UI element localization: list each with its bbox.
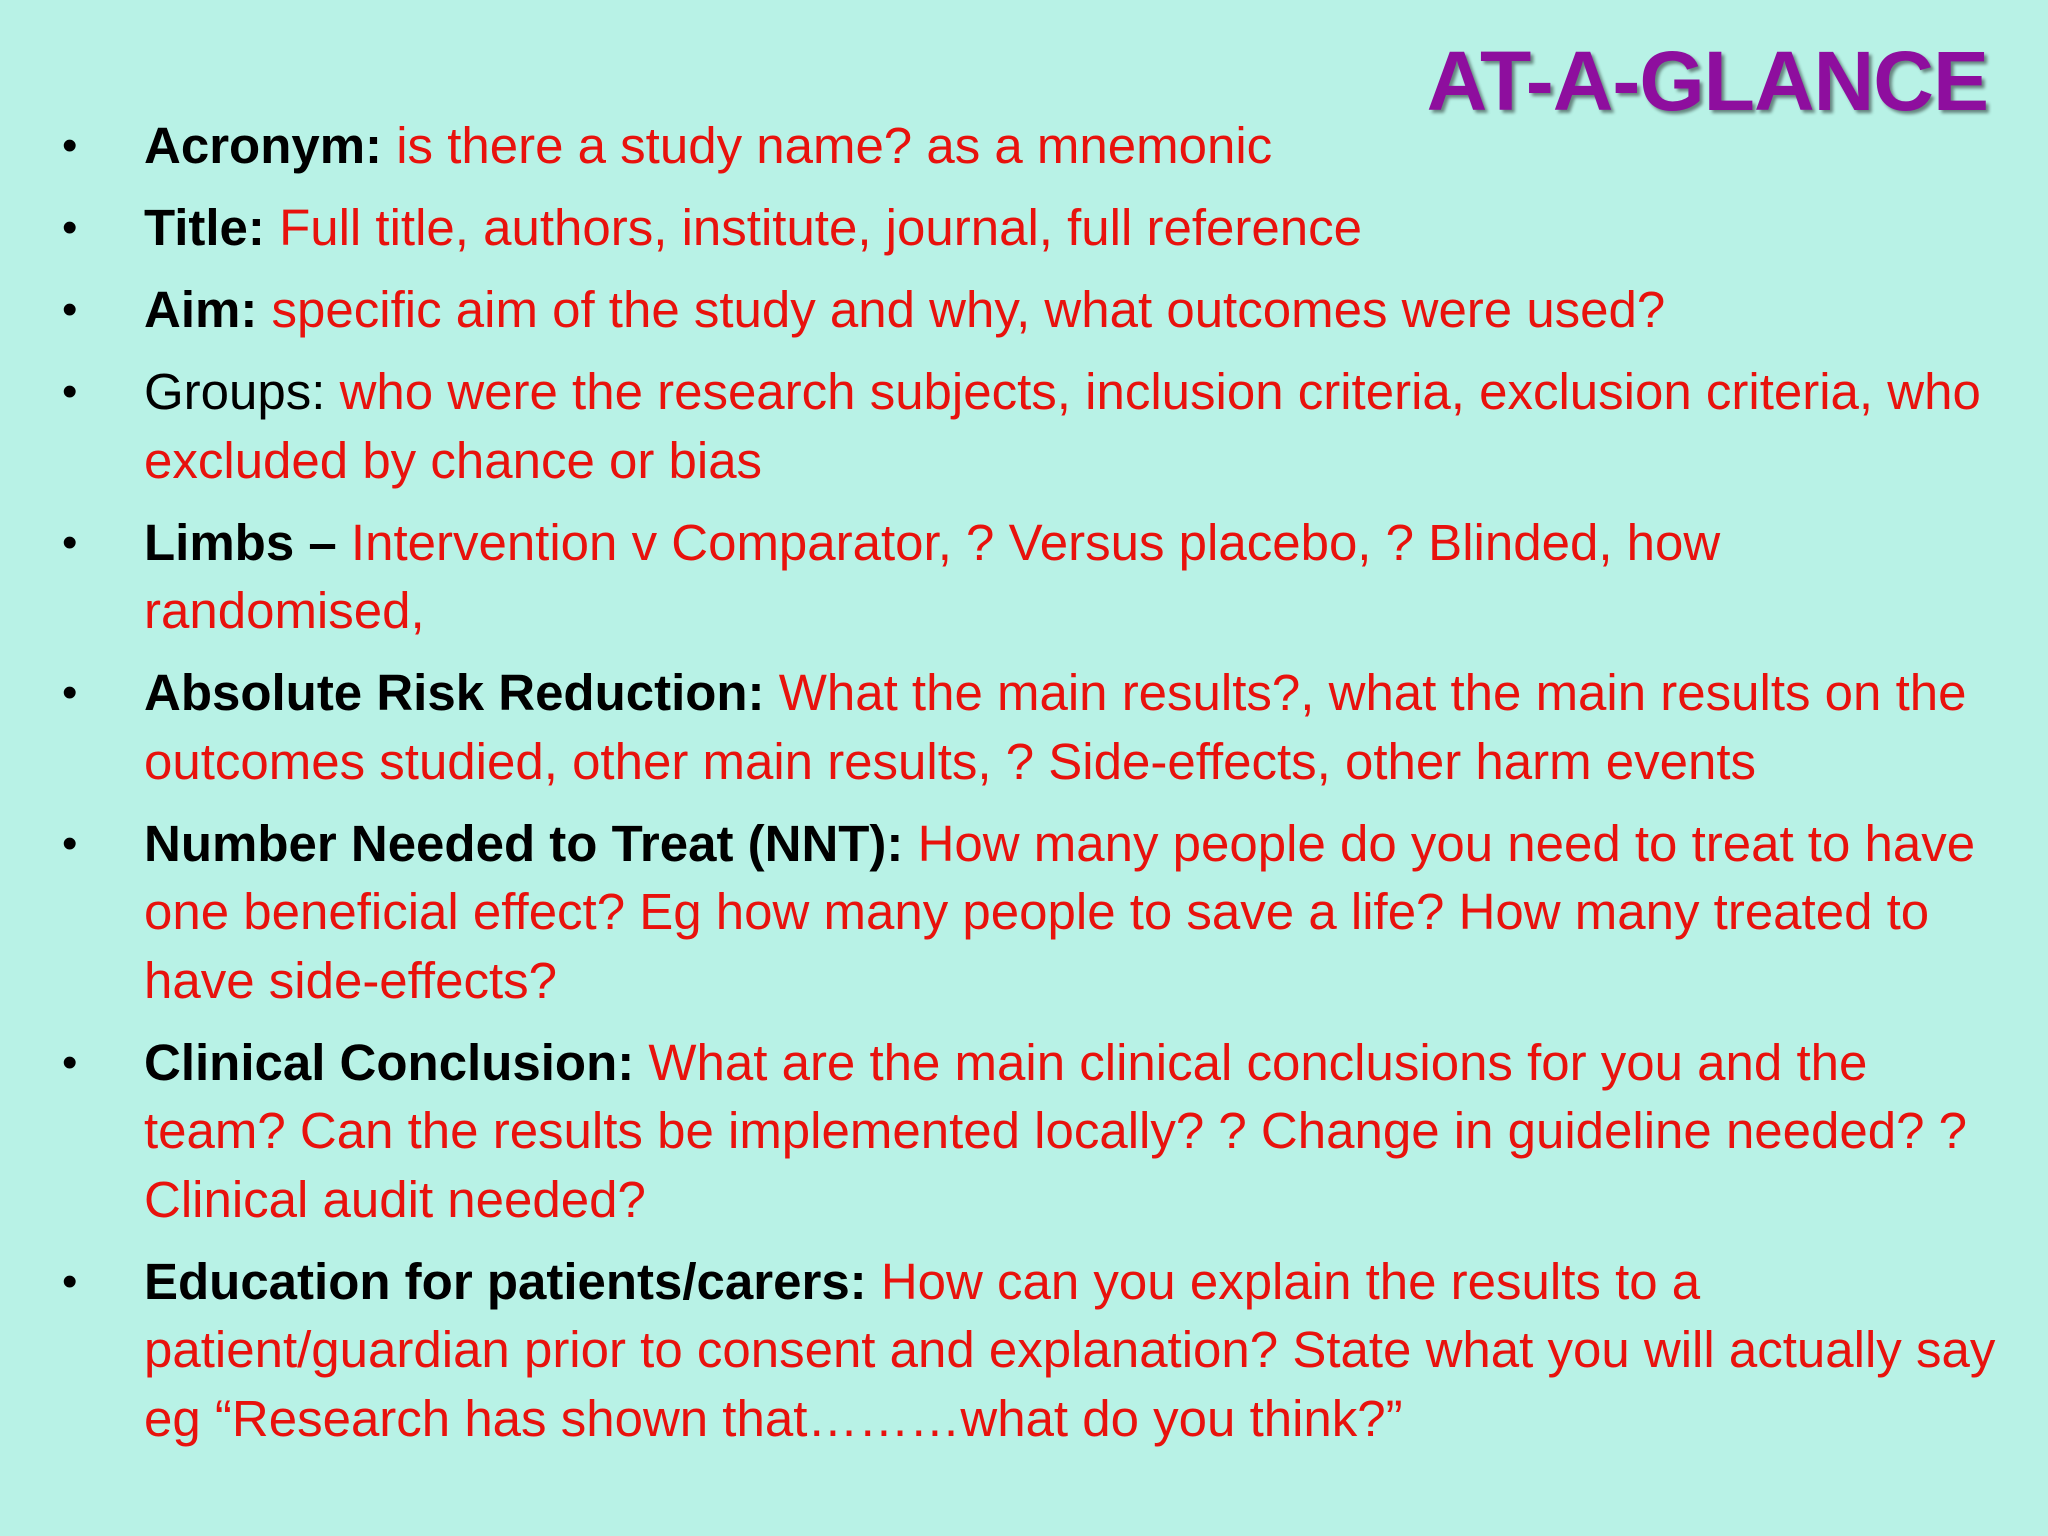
bullet-description: What the main results?, what the main results on the outcomes studied, other main results, ? Side-effects, other harm events (144, 664, 1967, 790)
bullet-label: Number Needed to Treat (NNT): (144, 814, 904, 872)
bullet-description: Intervention v Comparator, ? Versus placebo, ? Blinded, how randomised, (144, 513, 1721, 639)
bullet-label: Absolute Risk Reduction: (144, 664, 765, 721)
bullet-label: Limbs – (144, 513, 337, 571)
bullet-icon: • (62, 668, 78, 717)
bullet-description: is there a study name? as a mnemonic (396, 117, 1273, 174)
slide-title: AT-A-GLANCE (1426, 34, 1988, 128)
bullet-description: Full title, authors, institute, journal, full reference (279, 199, 1362, 256)
bullet-item-acronym (62, 112, 2012, 181)
bullet-item-nnt (62, 810, 2012, 1016)
bullet-description: What are the main clinical conclusions for you and the team? Can the results be implemented locally? ? Change in guideline needed? ? Clinical audit needed? (144, 1033, 1968, 1228)
bullet-icon: • (62, 203, 78, 252)
bullet-label: Aim: (144, 281, 258, 338)
bullet-description: How many people do you need to treat to have one beneficial effect? Eg how many people to save a life? How many treated to have side-effects? (144, 814, 1976, 1009)
bullet-description: who were the research subjects, inclusion criteria, exclusion criteria, who excluded by chance or bias (144, 363, 1981, 489)
bullet-item-groups (62, 358, 2012, 495)
bullet-list (62, 112, 2012, 1467)
bullet-icon: • (62, 1256, 78, 1306)
bullet-label: Groups: (144, 363, 326, 420)
bullet-description: specific aim of the study and why, what outcomes were used? (271, 281, 1666, 338)
bullet-label: Clinical Conclusion: (144, 1033, 635, 1091)
bullet-icon: • (62, 818, 78, 868)
bullet-icon: • (62, 285, 78, 334)
bullet-icon: • (62, 121, 78, 170)
bullet-icon: • (62, 367, 78, 416)
bullet-description: How can you explain the results to a patient/guardian prior to consent and explanation? State what you will actually say eg “Research has shown that………what do you think?” (144, 1252, 1996, 1447)
bullet-item-clinical-conclusion (62, 1029, 2012, 1235)
bullet-item-absolute-risk-reduction (62, 659, 2012, 796)
bullet-label: Title: (144, 199, 265, 256)
bullet-label: Education for patients/carers: (144, 1252, 867, 1310)
bullet-item-title (62, 194, 2012, 263)
bullet-item-limbs (62, 509, 2012, 646)
bullet-label: Acronym: (144, 117, 383, 174)
bullet-item-aim (62, 276, 2012, 345)
bullet-icon: • (62, 1037, 78, 1087)
bullet-item-education (62, 1248, 2012, 1454)
bullet-icon: • (62, 517, 78, 567)
